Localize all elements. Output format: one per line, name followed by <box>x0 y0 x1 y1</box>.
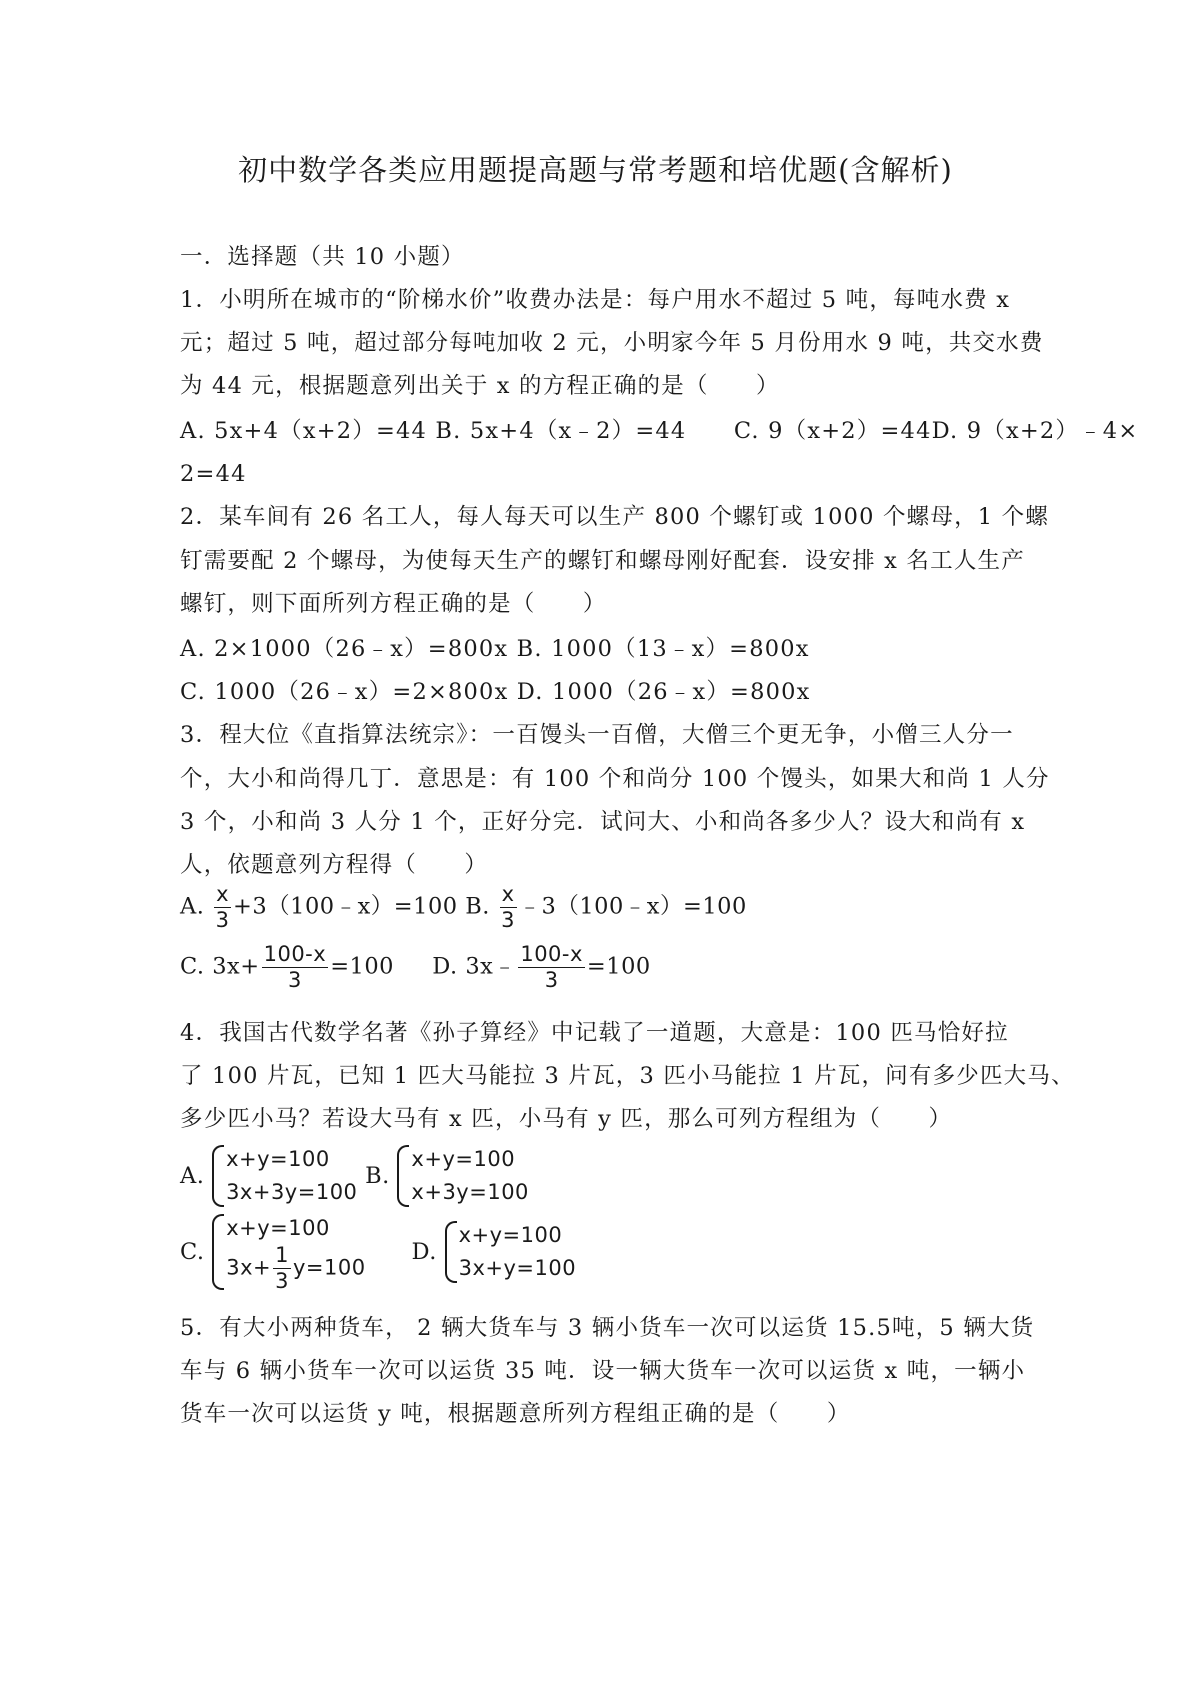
question-1-line-2: 元；超过 5 吨，超过部分每吨加收 2 元，小明家今年 5 月份用水 9 吨，共交水费 <box>180 330 1044 356</box>
question-2-line-1: 2．某车间有 26 名工人，每人每天可以生产 800 个螺钉或 1000 个螺母，1 个螺 <box>180 504 1050 530</box>
question-3-line-3: 3 个，小和尚 3 人分 1 个，正好分完．试问大、小和尚各多少人？设大和尚有 x <box>180 809 1026 835</box>
question-5-line-1: 5．有大小两种货车， 2 辆大货车与 3 辆小货车一次可以运货 15.5吨，5 辆大货 <box>180 1315 1035 1341</box>
equation-system-d: x+y=100 3x+y=100 <box>445 1219 577 1285</box>
question-3-line-1: 3．程大位《直指算法统宗》：一百馒头一百僧，大僧三个更无争，小僧三人分一 <box>180 722 1014 748</box>
option-d-label: D. <box>411 1239 437 1265</box>
question-2-options-ab: A. 2×1000（26﹣x）=800x B. 1000（13﹣x）=800x <box>180 636 810 662</box>
fraction-x-over-3: $\frac{x}{3}$ <box>215 882 230 932</box>
question-4-line-2: 了 100 片瓦，已知 1 匹大马能拉 3 片瓦，3 匹小马能拉 1 片瓦，问有多少匹大马、 <box>180 1063 1075 1089</box>
fraction-x-over-3: $\frac{x}{3}$ <box>501 882 516 932</box>
question-4-line-1: 4．我国古代数学名著《孙子算经》中记载了一道题，大意是：100 匹马恰好拉 <box>180 1020 1009 1046</box>
question-3-line-4: 人，依题意列方程得（ ） <box>180 852 489 878</box>
fraction-100-minus-x-over-3: $\frac{100-x}{3}$ <box>520 942 583 992</box>
equation-system-a: x+y=100 3x+3y=100 <box>212 1143 357 1209</box>
question-4-options-ab <box>180 1143 529 1209</box>
question-5-line-3: 货车一次可以运货 y 吨，根据题意所列方程组正确的是（ ） <box>180 1401 851 1427</box>
equation-system-b: x+y=100 x+3y=100 <box>397 1143 529 1209</box>
option-a-label: A. <box>180 893 205 920</box>
option-b-label: B. <box>365 1163 390 1189</box>
question-2-options-cd: C. 1000（26﹣x）=2×800x D. 1000（26﹣x）=800x <box>180 679 811 705</box>
fraction-100-minus-x-over-3: $\frac{100-x}{3}$ <box>263 942 327 992</box>
question-2-line-2: 钉需要配 2 个螺母，为使每天生产的螺钉和螺母刚好配套．设安排 x 名工人生产 <box>180 548 1025 574</box>
option-c-label: C. <box>180 953 205 980</box>
question-3-options-ab: A. $\frac{x}{3}$ +3（100﹣x）=100 B. $\frac{x}{3}$ ﹣3（100﹣x）=100 <box>180 882 747 932</box>
question-4-line-3: 多少匹小马？若设大马有 x 匹，小马有 y 匹，那么可列方程组为（ ） <box>180 1106 953 1132</box>
brace-icon <box>212 1214 224 1290</box>
question-1-options: A. 5x+4（x+2）=44 B. 5x+4（x﹣2）=44 C. 9（x+2）=44D. 9（x+2）﹣4× <box>180 418 1139 444</box>
fraction-1-over-3: $\frac{1}{3}$ <box>275 1243 289 1293</box>
question-1-line-1: 1．小明所在城市的“阶梯水价”收费办法是：每户用水不超过 5 吨，每吨水费 x <box>180 287 1011 313</box>
option-a-label: A. <box>180 1163 205 1189</box>
section-heading: 一．选择题（共 10 小题） <box>180 244 465 270</box>
question-3-options-cd: C. 3x+ $\frac{100-x}{3}$ =100 D. 3x﹣ $\frac{100-x}{3}$ =100 <box>180 942 651 992</box>
brace-icon <box>445 1221 457 1283</box>
option-c-label: C. <box>180 1239 205 1265</box>
question-5-line-2: 车与 6 辆小货车一次可以运货 35 吨．设一辆大货车一次可以运货 x 吨，一辆小 <box>180 1358 1026 1384</box>
option-d-label: D. <box>432 953 458 980</box>
question-1-options-cont: 2=44 <box>180 461 247 487</box>
brace-icon <box>397 1145 409 1207</box>
brace-icon <box>212 1145 224 1207</box>
question-3-line-2: 个，大小和尚得几丁．意思是：有 100 个和尚分 100 个馒头，如果大和尚 1 人分 <box>180 766 1050 792</box>
question-4-options-cd <box>180 1212 576 1292</box>
question-2-line-3: 螺钉，则下面所列方程正确的是（ ） <box>180 591 607 617</box>
question-1-line-3: 为 44 元，根据题意列出关于 x 的方程正确的是（ ） <box>180 373 780 399</box>
equation-system-c: x+y=100 3x+ $\frac{1}{3}$ y=100 <box>212 1212 365 1292</box>
document-title: 初中数学各类应用题提高题与常考题和培优题(含解析) <box>238 153 953 187</box>
